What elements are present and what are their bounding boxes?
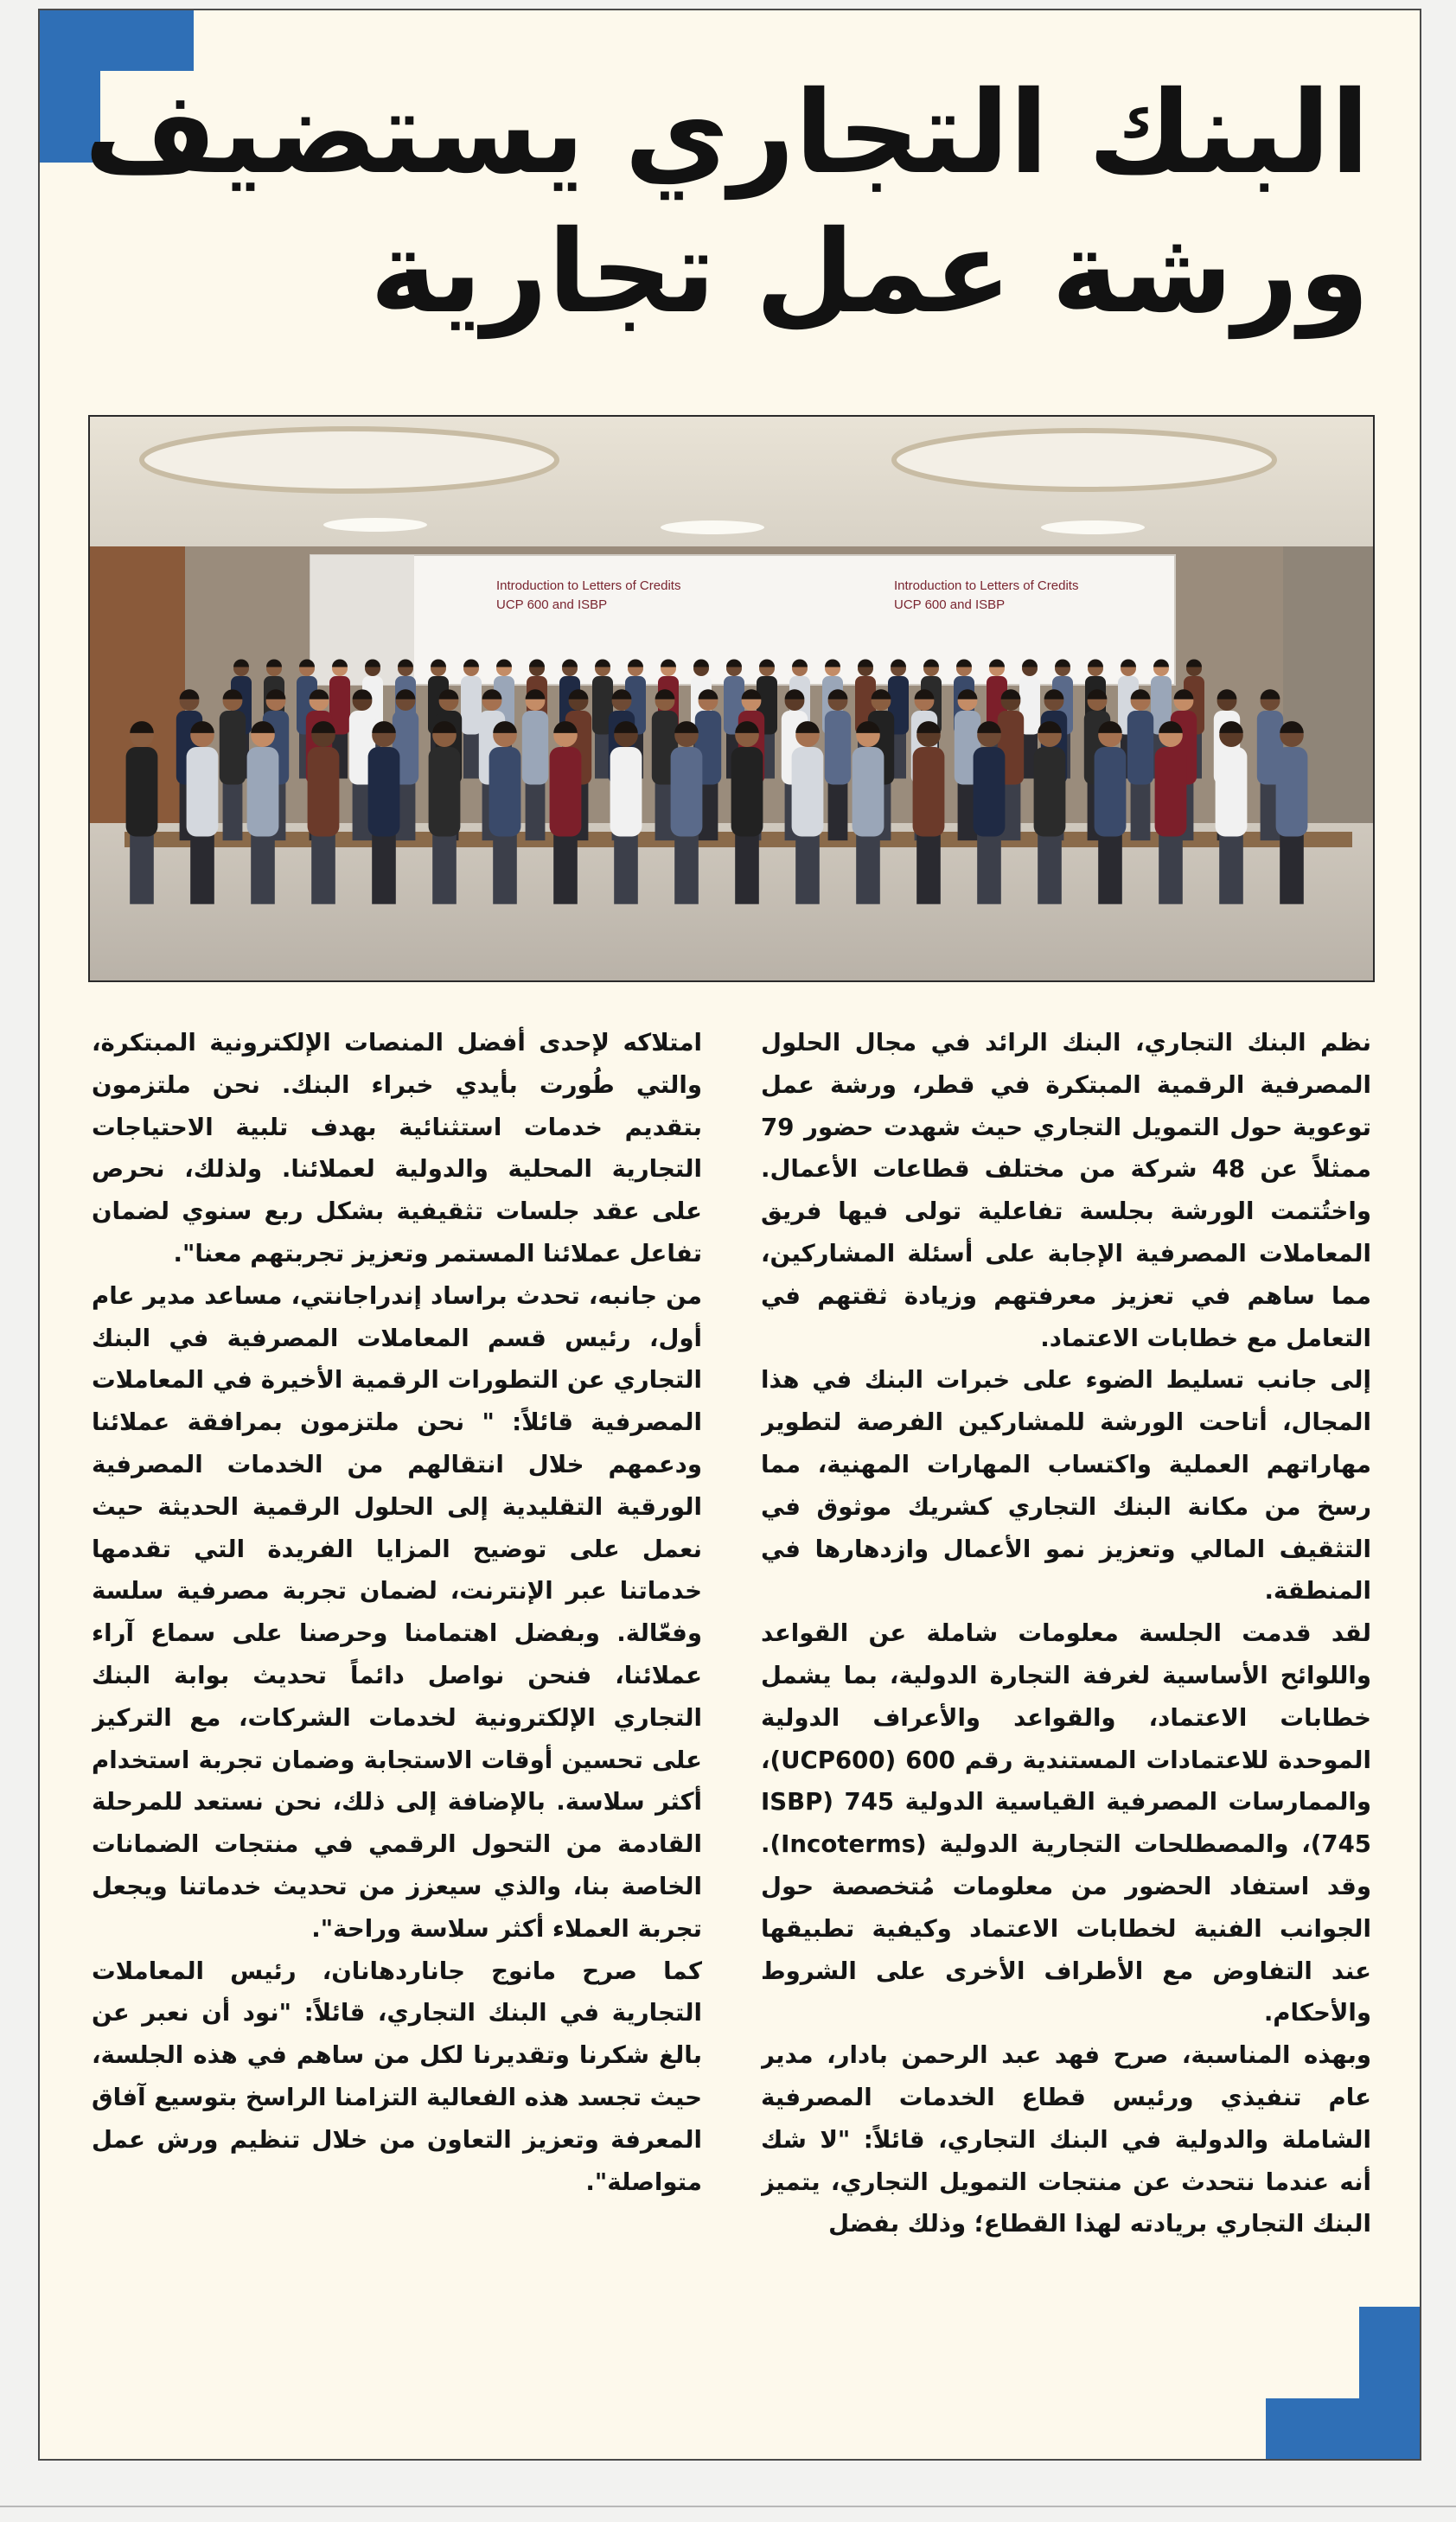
article-paragraph: من جانبه، تحدث براساد إندراجانتي، مساعد مدير عام أول، رئيس قسم المعاملات المصرفية في البنك التجاري عن التطورات الرقمية الأخيرة في المعاملات المصرفية قائلاً: " نحن ملتزمون بمرافقة عملائنا ودعمهم خلال انتقالهم من الخدمات المصرفية الورقية التقليدية إلى الحلول الرقمية الحديثة حيث نعمل على توضيح المزايا الفريدة التي تقدمها خدماتنا عبر الإنترنت، لضمان تجربة مصرفية سلسة وفعّالة. وبفضل اهتمامنا وحرصنا على سماع آراء عملائنا، فنحن نواصل دائماً تحديث بوابة البنك التجاري الإلكترونية لخدمات الشركات، مع التركيز على تحسين أوقات الاستجابة وضمان تجربة استخدام أكثر سلاسة. بالإضافة إلى ذلك، نحن نستعد للمرحلة القادمة من التحول الرقمي في منتجات الضمانات الخاصة بنا، والذي سيعزز من تحديث خدماتنا ويجعل تجربة العملاء أكثر سلاسة وراحة". bbox=[92, 1280, 702, 1943]
group-photo bbox=[88, 415, 1375, 982]
person-figure bbox=[974, 721, 1006, 904]
person-figure bbox=[522, 689, 548, 840]
newspaper-clipping bbox=[38, 9, 1421, 2461]
article-paragraph: نظم البنك التجاري، البنك الرائد في مجال الحلول المصرفية الرقمية المبتكرة في قطر، ورشة عمل توعوية حول التمويل التجاري حيث شهدت حضور 79 ممثلاً عن 48 شركة من مختلف قطاعات الأعمال. واختُتمت الورشة بجلسة تفاعلية تولى فيها فريق المعاملات المصرفية الإجابة على أسئلة المشاركين، مما ساهم في تعزيز معرفتهم وزيادة ثقتهم في التعامل مع خطابات الاعتماد. bbox=[761, 1028, 1371, 1352]
person-figure bbox=[220, 689, 246, 840]
person-figure bbox=[913, 721, 945, 904]
person-figure bbox=[1034, 721, 1066, 904]
person-figure bbox=[610, 721, 642, 904]
slide-subtitle-left: UCP 600 and ISBP bbox=[496, 597, 608, 612]
person-figure bbox=[1155, 721, 1187, 904]
person-figure bbox=[247, 721, 279, 904]
slide-title-left: Introduction to Letters of Credits bbox=[496, 578, 681, 593]
article-paragraph: إلى جانب تسليط الضوء على خبرات البنك في هذا المجال، أتاحت الورشة للمشاركين الفرصة لتطوير مهاراتهم العملية واكتساب المهارات المهنية، مما رسخ من مكانة البنك التجاري كشريك موثوق في التثقيف المالي وتعزيز نمو الأعمال وازدهارها في المنطقة. bbox=[761, 1365, 1371, 1606]
person-figure bbox=[671, 721, 703, 904]
person-figure bbox=[792, 721, 824, 904]
person-figure bbox=[731, 721, 763, 904]
slide-title-right: Introduction to Letters of Credits bbox=[894, 578, 1079, 593]
page-bottom-rule bbox=[0, 2506, 1456, 2507]
person-figure bbox=[853, 721, 884, 904]
article-column-right bbox=[761, 1022, 1371, 2440]
article-column-left bbox=[92, 1022, 702, 2440]
person-figure bbox=[550, 721, 582, 904]
person-figure bbox=[1276, 721, 1308, 904]
person-figure bbox=[1127, 689, 1153, 840]
article-paragraph: لقد قدمت الجلسة معلومات شاملة عن القواعد واللوائح الأساسية لغرفة التجارة الدولية، بما يشمل خطابات الاعتماد، والقواعد والأعراف الدولية الموحدة للاعتمادات المستندية رقم 600 (UCP600)، والممارسات المصرفية القياسية الدولية 745 (ISBP 745)، والمصطلحات التجارية الدولية (Incoterms). وقد استفاد الحضور من معلومات مُتخصصة حول الجوانب الفنية لخطابات الاعتماد وكيفية تطبيقها عند التفاوض مع الأطراف الأخرى على الشروط والأحكام. bbox=[761, 1619, 1371, 2027]
headline bbox=[84, 64, 1370, 342]
person-figure bbox=[489, 721, 521, 904]
person-figure bbox=[461, 660, 482, 779]
slide-subtitle-right: UCP 600 and ISBP bbox=[894, 597, 1006, 612]
person-figure bbox=[368, 721, 400, 904]
person-figure bbox=[1216, 721, 1248, 904]
person-figure bbox=[126, 721, 158, 904]
headline-line-1: البنك التجاري يستضيف bbox=[84, 67, 1370, 200]
article-paragraph: امتلاكه لإحدى أفضل المنصات الإلكترونية المبتكرة، والتي طُورت بأيدي خبراء البنك. نحن ملتزمون بتقديم خدمات استثنائية بهدف تلبية الاحتياجات التجارية المحلية والدولية لعملائنا. ولذلك، نحرص على عقد جلسات تثقيفية بشكل ربع سنوي لضمان تفاعل عملائنا المستمر وتعزيز تجربتهم معنا". bbox=[92, 1028, 702, 1267]
article-paragraph: وبهذه المناسبة، صرح فهد عبد الرحمن بادار، مدير عام تنفيذي ورئيس قطاع الخدمات المصرفية الشاملة والدولية في البنك التجاري، قائلاً: "لا شك أنه عندما نتحدث عن منتجات التمويل التجاري، يتميز البنك التجاري بريادته لهذا القطاع؛ وذلك بفضل bbox=[761, 2040, 1371, 2238]
person-figure bbox=[187, 721, 219, 904]
person-figure bbox=[825, 689, 851, 840]
article-paragraph: كما صرح مانوج جاناردهانان، رئيس المعاملات التجارية في البنك التجاري، قائلاً: "نود أن نعبر عن بالغ شكرنا وتقديرنا لكل من ساهم في هذه الجلسة، حيث تجسد هذه الفعالية التزامنا الراسخ بتوسيع آفاق المعرفة وتعزيز التعاون من خلال تنظيم ورش عمل متواصلة". bbox=[92, 1956, 702, 2196]
group-photo-illustration bbox=[90, 417, 1373, 980]
person-figure bbox=[308, 721, 340, 904]
person-figure bbox=[429, 721, 461, 904]
person-figure bbox=[1095, 721, 1127, 904]
headline-line-2: ورشة عمل تجارية bbox=[369, 206, 1370, 340]
